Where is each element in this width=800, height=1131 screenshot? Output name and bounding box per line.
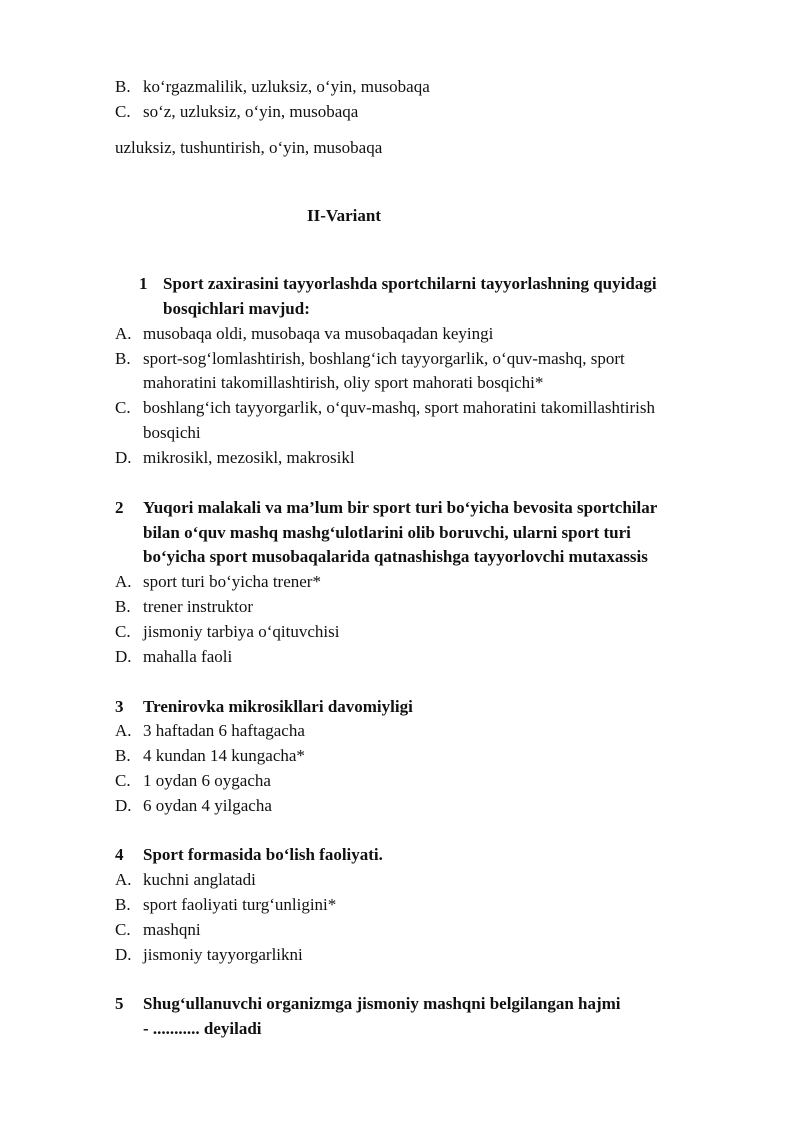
question-text: - ........... deyiladi — [143, 1019, 262, 1038]
question-number: 3 — [115, 697, 124, 716]
question-text: bo‘yicha sport musobaqalarida qatnashishga tayyorlovchi mutaxassis — [143, 547, 648, 566]
question-text: bilan o‘quv mashq mashg‘ulotlarini olib boruvchi, ularni sport turi — [143, 523, 631, 542]
question-number: 5 — [115, 994, 124, 1013]
question-text: Trenirovka mikrosikllari davomiyligi — [143, 697, 413, 716]
question-text: Sport formasida bo‘lish faoliyati. — [143, 845, 383, 864]
question-text: Yuqori malakali va ma’lum bir sport turi bo‘yicha bevosita sportchilar — [143, 498, 658, 517]
question-number: 2 — [115, 498, 124, 517]
question-text: Sport zaxirasini tayyorlashda sportchilarni tayyorlashning quyidagi — [163, 274, 657, 293]
question-number: 4 — [115, 845, 124, 864]
document-page: B. ko‘rgazmalilik, uzluksiz, o‘yin, musobaqa C. so‘z, uzluksiz, o‘yin, musobaqa uzluksiz, tushuntirish, o‘yin, musobaqa II-Variant 1 Sport zaxirasini tayyorlashda sportchilarni tayyorlashning quyidagi bosqichlari mavjud: A. musobaqa oldi, musobaqa va musobaqadan keyingi B. sport-sog‘lomlashtirish, boshlang‘ich tayyorgarlik, o‘quv-mashq, sport mahoratini takomillashtirish, oliy sport mahorati bosqichi* C. boshlang‘ich tayyorgarlik, o‘quv-mashq, sport mahoratini takomillashtirish bosqichi D. mikrosikl, mezosikl, makrosikl 2 Yuqori malakali va ma’lum bir sport turi bo‘yicha bevosita sportchilar bilan o‘quv mashq mashg‘ulotlarini olib boruvchi, ularni sport turi bo‘yicha sport musobaqalarida qatnashishga tayyorlovchi mutaxassis A. sport turi bo‘yicha trener* B. trener instruktor C. jismoniy tarbiya o‘qituvchisi D. mahalla faoli 3 Trenirovka mikrosikllari davomiyligi A. 3 haftadan 6 haftagacha B. 4 kundan 14 kungacha* C. 1 oydan 6 oygacha D. 6 oydan 4 yilgacha 4 Sport formasida bo‘lish faoliyati. A. kuchni anglatadi B. sport faoliyati turg‘unligini* C. mashqni D. jismoniy tayyorgarlikni 5 Shug‘ullanuvchi organizmga jismoniy mashqni belgilangan hajmi - ........... deyiladi — [0, 0, 800, 1131]
question-text: Shug‘ullanuvchi organizmga jismoniy mashqni belgilangan hajmi — [143, 994, 621, 1013]
prev-loose-line: uzluksiz, tushuntirish, o‘yin, musobaqa — [115, 138, 383, 157]
variant-title: II-Variant — [307, 206, 381, 225]
question-number: 1 — [139, 274, 148, 293]
question-text: bosqichlari mavjud: — [163, 299, 310, 318]
